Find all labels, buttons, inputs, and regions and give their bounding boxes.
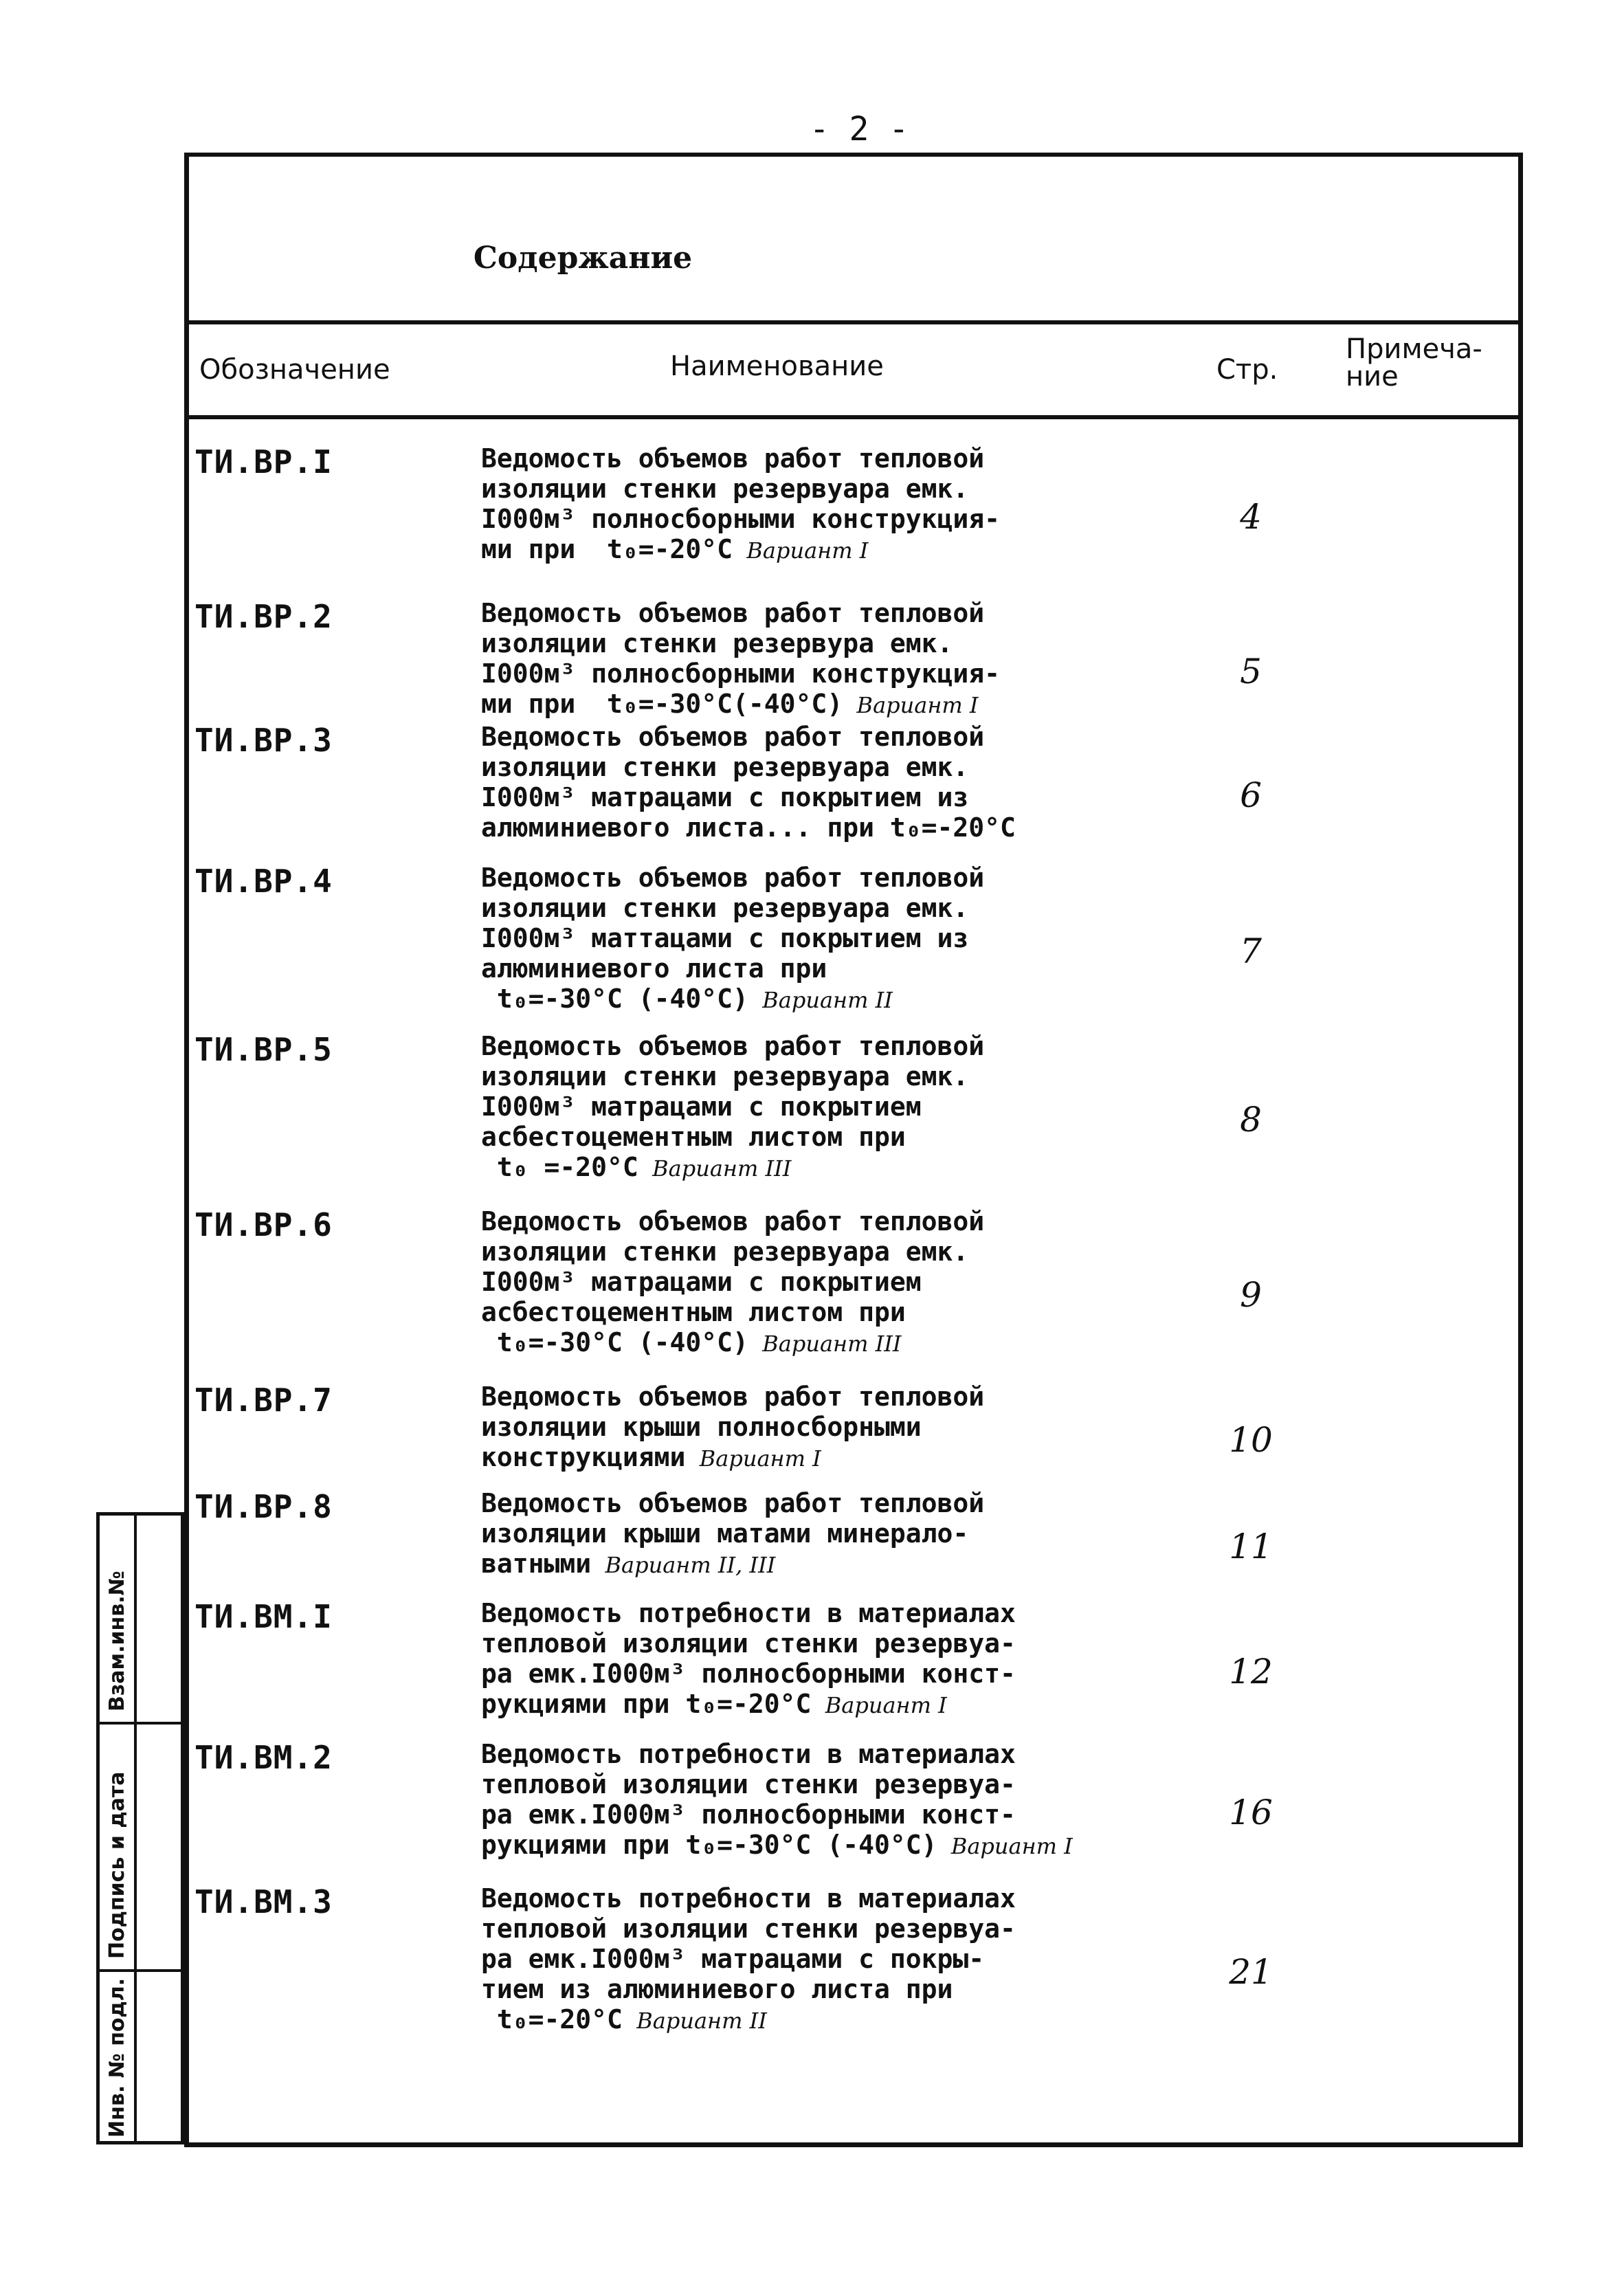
page-number: - 2 - <box>809 110 909 148</box>
row-description: Ведомость объемов работ тепловой изоляции стенки резервуара емк. I000м³ матрацами с покрытием асбестоцементным листом при t₀ =-20°C Вариант III <box>481 1031 985 1182</box>
row-page: 12 <box>1229 1652 1273 1692</box>
row-description: Ведомость объемов работ тепловой изоляции стенки резервуара емк. I000м³ матрацами с покрытием из алюминиевого листа... при t₀=-20°C <box>481 722 1016 843</box>
header-page: Стр. <box>1216 354 1278 386</box>
row-description: Ведомость объемов работ тепловой изоляции стенки резервуара емк. I000м³ маттацами с покрытием из алюминиевого листа при t₀=-30°C (-40°C) Вариант II <box>481 863 985 1014</box>
row-description: Ведомость потребности в материалах тепловой изоляции стенки резервуа- ра емк.I000м³ матрацами с покры- тием из алюминиевого листа при t₀=-20°C Вариант II <box>481 1883 1016 2034</box>
title-divider <box>184 320 1523 324</box>
row-description: Ведомость объемов работ тепловой изоляции стенки резервуара емк. I000м³ матрацами с покрытием асбестоцементным листом при t₀=-30°C (-40°C) Вариант III <box>481 1206 985 1357</box>
row-code: ТИ.ВР.4 <box>194 863 333 900</box>
row-description: Ведомость потребности в материалах тепловой изоляции стенки резервуа- ра емк.I000м³ полносборными конст- рукциями при t₀=-30°C (-40°C) Вариант I <box>481 1739 1073 1860</box>
row-page: 8 <box>1240 1100 1262 1140</box>
row-variant: Вариант I <box>811 1692 947 1718</box>
header-designation: Обозначение <box>199 354 390 386</box>
row-page: 16 <box>1229 1793 1273 1832</box>
row-page: 11 <box>1229 1527 1273 1566</box>
row-variant: Вариант II <box>748 987 893 1013</box>
row-page: 10 <box>1229 1420 1273 1460</box>
row-variant: Вариант I <box>733 537 869 564</box>
row-code: ТИ.ВР.I <box>194 443 333 480</box>
row-code: ТИ.ВМ.2 <box>194 1739 333 1776</box>
row-description: Ведомость объемов работ тепловой изоляции крыши матами минерало- ватными Вариант II, III <box>481 1488 985 1579</box>
row-variant: Вариант II <box>622 2008 767 2034</box>
row-description: Ведомость объемов работ тепловой изоляции крыши полносборными конструкциями Вариант I <box>481 1382 985 1472</box>
stamp-replace-inv: Взам.инв.№ <box>105 1571 129 1711</box>
row-code: ТИ.ВР.7 <box>194 1382 333 1419</box>
margin-stamp <box>96 1512 184 2144</box>
header-name: Наименование <box>670 351 884 382</box>
row-code: ТИ.ВМ.3 <box>194 1883 333 1920</box>
stamp-signature-date: Подпись и дата <box>105 1771 129 1959</box>
row-page: 5 <box>1240 652 1262 691</box>
row-variant: Вариант III <box>638 1155 792 1182</box>
row-description: Ведомость объемов работ тепловой изоляции стенки резервуара емк. I000м³ полносборными конструкция- ми при t₀=-20°C Вариант I <box>481 443 1000 564</box>
row-variant: Вариант I <box>843 692 979 718</box>
row-page: 21 <box>1229 1952 1273 1992</box>
row-page: 4 <box>1240 497 1262 537</box>
row-code: ТИ.ВР.2 <box>194 598 333 635</box>
header-note: Примеча- ние <box>1346 333 1482 392</box>
row-description: Ведомость потребности в материалах тепловой изоляции стенки резервуа- ра емк.I000м³ полносборными конст- рукциями при t₀=-20°C Вариант I <box>481 1598 1016 1719</box>
row-variant: Вариант I <box>937 1833 1073 1859</box>
row-variant: Вариант I <box>685 1445 821 1472</box>
row-description: Ведомость объемов работ тепловой изоляции стенки резервура емк. I000м³ полносборными конструкция- ми при t₀=-30°C(-40°C) Вариант I <box>481 598 1000 719</box>
document-title: Содержание <box>473 241 693 276</box>
row-variant: Вариант II, III <box>591 1552 776 1578</box>
row-code: ТИ.ВР.6 <box>194 1206 333 1243</box>
row-code: ТИ.ВМ.I <box>194 1598 333 1635</box>
row-page: 7 <box>1240 931 1262 971</box>
row-code: ТИ.ВР.8 <box>194 1488 333 1525</box>
header-divider <box>184 415 1523 419</box>
row-variant: Вариант III <box>748 1331 902 1357</box>
row-page: 6 <box>1240 775 1262 815</box>
stamp-inv-no: Инв. № подл. <box>105 1977 129 2138</box>
row-code: ТИ.ВР.5 <box>194 1031 333 1068</box>
row-page: 9 <box>1240 1275 1262 1315</box>
row-code: ТИ.ВР.3 <box>194 722 333 759</box>
